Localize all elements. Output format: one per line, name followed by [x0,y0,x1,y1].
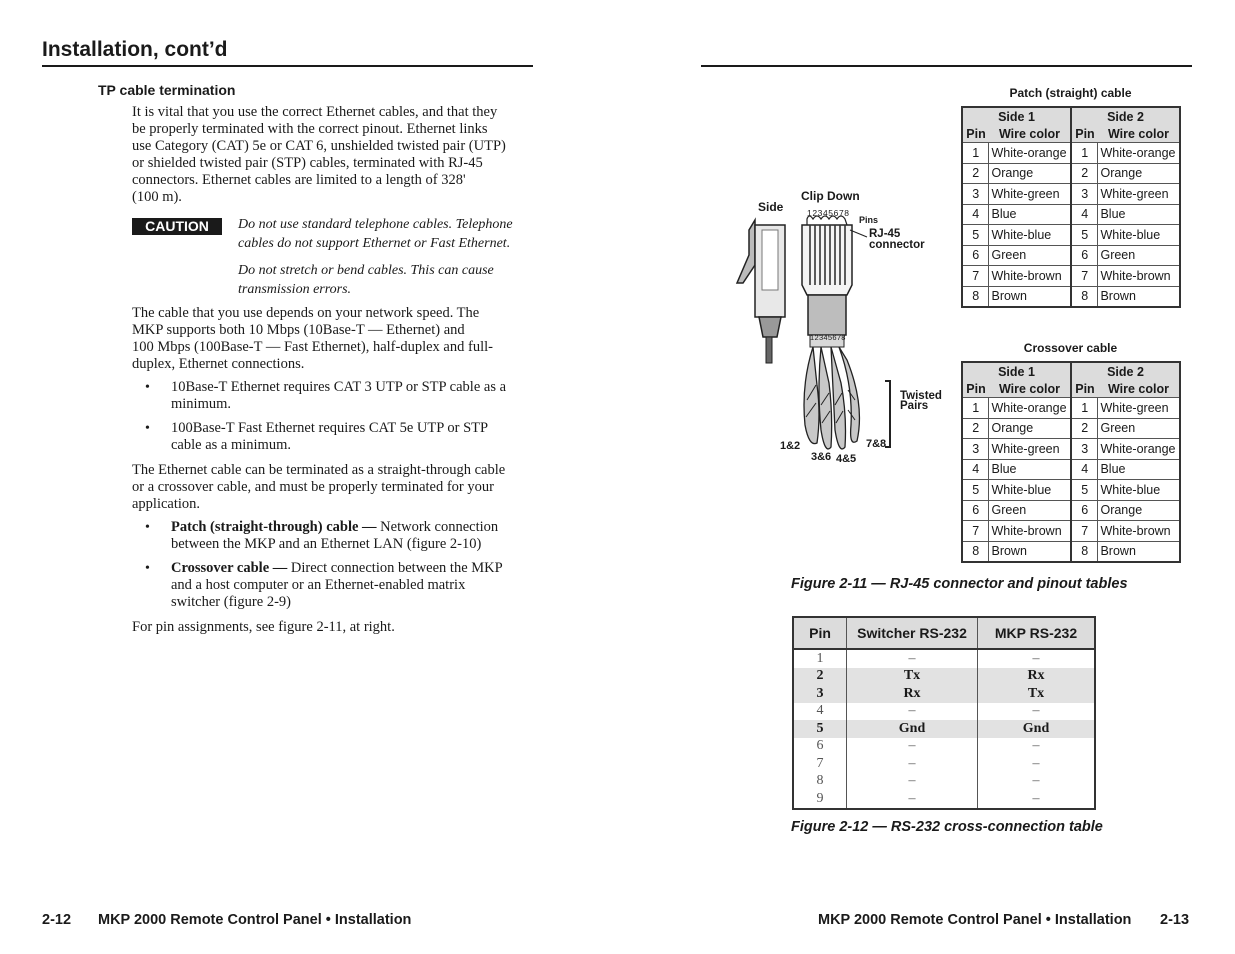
wire-color-cell: White-brown [989,266,1071,287]
wire-color-cell: Blue [1098,204,1180,225]
caution-line: transmission errors. [238,282,352,297]
wire-color-header: Wire color [1098,380,1180,398]
pin-cell: 3 [1071,184,1098,205]
rs232-switcher-cell: – [847,790,978,809]
figure-2-11-caption: Figure 2-11 — RJ-45 connector and pinout tables [791,576,1128,592]
pin-cell: 3 [1071,439,1098,460]
rs232-pin-header: Pin [793,617,847,649]
pin-note: For pin assignments, see figure 2-11, at right. [132,619,395,635]
pin-cell: 1 [1071,398,1098,419]
pin-header: Pin [1071,380,1098,398]
table-row [962,184,1180,205]
rs232-mkp-cell: – [1032,773,1040,789]
pin-cell: 8 [1071,541,1098,562]
twisted-label-line: Pairs [900,400,929,412]
header-rule-left [42,65,533,67]
caution-note-2 [238,261,538,299]
rs232-mkp-cell: Tx [978,685,1096,703]
wire-color-header: Wire color [989,380,1071,398]
pin-cell: 8 [962,541,989,562]
bullet-desc: Network connection [376,519,499,535]
figure-2-12-caption: Figure 2-12 — RS-232 cross-connection table [791,819,1103,835]
pin-cell: 1 [962,398,989,419]
table-row [962,225,1180,246]
pin-cell: 5 [1071,225,1098,246]
rj45-connector-label [869,229,925,251]
table-row [793,649,1095,668]
rs232-mkp-header: MKP RS-232 [978,617,1096,649]
rs232-pin-cell: 4 [793,703,847,721]
pin-cell: 3 [962,439,989,460]
pin-cell: 1 [1071,143,1098,164]
intro-line: or shielded twisted pair (STP) cables, terminated with RJ-45 [132,155,483,171]
table-row [962,541,1180,562]
bullet-line [171,560,541,577]
rs232-mkp-cell: – [1032,738,1040,754]
wire-color-header: Wire color [1098,125,1180,143]
wire-color-cell: Green [989,245,1071,266]
rs232-pin-cell: 3 [793,685,847,703]
pin-cell: 6 [962,245,989,266]
wire-color-cell: White-orange [1098,439,1180,460]
wire-color-cell: White-orange [989,143,1071,164]
table-row [962,439,1180,460]
wire-color-cell: White-green [1098,184,1180,205]
rs232-pin-cell: 2 [793,668,847,686]
side2-header: Side 2 [1071,107,1180,125]
table-row [793,685,1095,703]
bullet-term: Patch (straight-through) cable — [171,519,377,535]
page-title: Installation, cont’d [42,38,228,61]
table-row [962,163,1180,184]
wire-color-cell: Green [989,500,1071,521]
table-row [962,500,1180,521]
bullet-line: between the MKP and an Ethernet LAN (figure 2-10) [171,536,482,552]
bullet-line: switcher (figure 2-9) [171,594,291,610]
pin-cell: 2 [962,163,989,184]
crossover-cable-table [961,361,1181,563]
header-rule-right [701,65,1192,67]
bullet-desc: Direct connection between the MKP [287,560,503,576]
bullet-line: 100Base-T Fast Ethernet requires CAT 5e UTP or STP [171,420,489,436]
table-row [793,790,1095,809]
wire-color-cell: White-orange [1098,143,1180,164]
rj45-label-line: connector [869,239,925,251]
table-row [962,418,1180,439]
pair-label-3-6: 3&6 [811,451,832,463]
pin-cell: 5 [1071,480,1098,501]
pins-label: Pins [859,215,879,225]
wire-color-cell: Green [1098,245,1180,266]
pin-header: Pin [962,125,989,143]
pin-cell: 6 [1071,500,1098,521]
rs232-pin-cell: 1 [793,649,847,668]
wire-color-cell: Brown [989,286,1071,307]
wire-color-cell: Brown [1098,541,1180,562]
wire-color-cell: White-blue [989,225,1071,246]
side2-header: Side 2 [1071,362,1180,380]
pin-cell: 7 [1071,266,1098,287]
table-row [962,286,1180,307]
rs232-switcher-cell: – [847,773,978,791]
table-row [793,720,1095,738]
side1-header: Side 1 [962,107,1071,125]
wire-color-cell: Orange [989,163,1071,184]
wire-color-cell: White-brown [1098,266,1180,287]
section-heading: TP cable termination [98,82,236,98]
rs232-pin-cell: 5 [793,720,847,738]
termination-paragraph [132,462,542,513]
table-row [793,668,1095,686]
wire-color-cell: Brown [989,541,1071,562]
speed-paragraph [132,305,542,373]
caution-badge: CAUTION [132,218,222,235]
bullet-marker: • [145,561,150,576]
pin-cell: 5 [962,225,989,246]
speed-line: MKP supports both 10 Mbps (10Base-T — Ethernet) and [132,322,465,338]
rs232-mkp-cell: – [1032,790,1040,806]
pin-cell: 2 [962,418,989,439]
pin-cell: 4 [962,459,989,480]
rs232-switcher-header: Switcher RS-232 [847,617,978,649]
pin-header: Pin [1071,125,1098,143]
intro-line: connectors. Ethernet cables are limited to a length of 328' [132,172,466,188]
bullet-line: minimum. [171,396,232,412]
footer-page-number-right: 2-13 [1160,912,1190,928]
bullet-marker: • [145,520,150,535]
pair-label-4-5: 4&5 [836,453,857,465]
rs232-switcher-cell: – [847,703,978,721]
footer-title-right: MKP 2000 Remote Control Panel • Installation [818,912,1132,928]
pin-cell: 8 [962,286,989,307]
pin-cell: 8 [1071,286,1098,307]
rs232-mkp-cell: – [1032,703,1040,719]
intro-line: It is vital that you use the correct Ethernet cables, and that they [132,104,498,120]
rs232-switcher-cell: Rx [847,685,978,703]
pin-cell: 7 [962,521,989,542]
pin-cell: 7 [962,266,989,287]
wire-color-cell: White-brown [1098,521,1180,542]
bullet-line: 10Base-T Ethernet requires CAT 3 UTP or STP cable as a [171,379,507,395]
rs232-switcher-cell: – [847,755,978,773]
term-line: application. [132,496,201,512]
wire-color-cell: Orange [1098,163,1180,184]
table-row [962,245,1180,266]
bullet-line: cable as a minimum. [171,437,291,453]
wire-color-cell: White-brown [989,521,1071,542]
term-line: or a crossover cable, and must be properly terminated for your [132,479,494,495]
bullet-marker: • [145,380,150,395]
wire-color-cell: White-green [1098,398,1180,419]
front-view-plug [802,216,852,347]
table-row [793,703,1095,721]
intro-paragraph [132,104,542,206]
bullet-marker: • [145,421,150,436]
wire-color-cell: Green [1098,418,1180,439]
pin-numbers-bottom: 12345678 [810,333,846,342]
pin-cell: 4 [1071,459,1098,480]
pin-cell: 6 [1071,245,1098,266]
rs232-switcher-cell: Tx [847,668,978,686]
rs232-mkp-cell: – [1032,650,1040,666]
wire-color-cell: Blue [989,459,1071,480]
caution-line: Do not stretch or bend cables. This can cause [238,263,494,278]
wire-color-cell: White-blue [989,480,1071,501]
wire-color-cell: Brown [1098,286,1180,307]
patch-table-title: Patch (straight) cable [1009,86,1132,100]
patch-cable-table [961,106,1181,308]
wire-color-header: Wire color [989,125,1071,143]
pair-label-1-2: 1&2 [780,440,801,452]
twisted-pairs-label [900,391,942,411]
bullet-item [171,420,541,454]
pin-cell: 5 [962,480,989,501]
side1-header: Side 1 [962,362,1071,380]
rs232-pin-cell: 6 [793,738,847,756]
rs232-pin-cell: 8 [793,773,847,791]
speed-line: 100 Mbps (100Base-T — Fast Ethernet), half-duplex and full- [132,339,493,355]
bullet-item [171,379,541,413]
wire-color-cell: White-orange [989,398,1071,419]
caution-note-1 [238,215,538,253]
rs232-switcher-cell: Gnd [847,720,978,738]
term-line: The Ethernet cable can be terminated as a straight-through cable [132,462,506,478]
side-label: Side [758,200,784,214]
pin-cell: 7 [1071,521,1098,542]
pin-cell: 2 [1071,163,1098,184]
speed-line: The cable that you use depends on your network speed. The [132,305,480,321]
speed-line: duplex, Ethernet connections. [132,356,305,372]
side-view-plug [737,220,785,363]
rs232-pin-cell: 9 [793,790,847,809]
rs232-switcher-cell: – [847,649,978,668]
rs232-switcher-cell: – [847,738,978,756]
wire-color-cell: Blue [1098,459,1180,480]
pin-cell: 4 [1071,204,1098,225]
pin-cell: 4 [962,204,989,225]
pin-cell: 2 [1071,418,1098,439]
rs232-table [792,616,1096,810]
caution-line: Do not use standard telephone cables. Telephone [238,217,513,232]
rs232-pin-cell: 7 [793,755,847,773]
intro-line: (100 m). [132,189,182,205]
pin-numbers-top: 12345678 [807,208,850,218]
table-row [793,738,1095,756]
wire-color-cell: White-blue [1098,480,1180,501]
table-row [793,773,1095,791]
pair-label-7-8: 7&8 [866,438,887,450]
wire-color-cell: Orange [989,418,1071,439]
intro-line: use Category (CAT) 5e or CAT 6, unshielded twisted pair (UTP) [132,138,506,154]
rs232-mkp-cell: – [1032,755,1040,771]
rs232-mkp-cell: Rx [978,668,1096,686]
intro-line: be properly terminated with the correct pinout. Ethernet links [132,121,488,137]
table-row [962,521,1180,542]
twisted-pairs-drawing [804,347,859,449]
bullet-item-patch [171,519,541,553]
table-row [962,143,1180,164]
table-row [962,480,1180,501]
footer-page-number-left: 2-12 [42,912,72,928]
wire-color-cell: White-green [989,439,1071,460]
bullet-line [171,519,541,536]
rj45-connector-diagram [725,185,965,465]
wire-color-cell: Orange [1098,500,1180,521]
twisted-label-line: Twisted [900,390,942,402]
clip-down-label: Clip Down [801,189,860,203]
rj45-label-line: RJ-45 [869,228,901,240]
pin-header: Pin [962,380,989,398]
table-row [962,459,1180,480]
table-row [962,204,1180,225]
caution-line: cables do not support Ethernet or Fast Ethernet. [238,236,511,251]
rs232-mkp-cell: Gnd [978,720,1096,738]
pin-cell: 1 [962,143,989,164]
pin-cell: 3 [962,184,989,205]
pin-cell: 6 [962,500,989,521]
crossover-table-title: Crossover cable [1023,341,1118,355]
bullet-line: and a host computer or an Ethernet-enabled matrix [171,577,466,593]
footer-title-left: MKP 2000 Remote Control Panel • Installation [98,912,412,928]
table-row [793,755,1095,773]
wire-color-cell: White-blue [1098,225,1180,246]
wire-color-cell: White-green [989,184,1071,205]
bullet-item-crossover [171,560,541,611]
table-row [962,266,1180,287]
table-row [962,398,1180,419]
bullet-term: Crossover cable — [171,560,288,576]
wire-color-cell: Blue [989,204,1071,225]
